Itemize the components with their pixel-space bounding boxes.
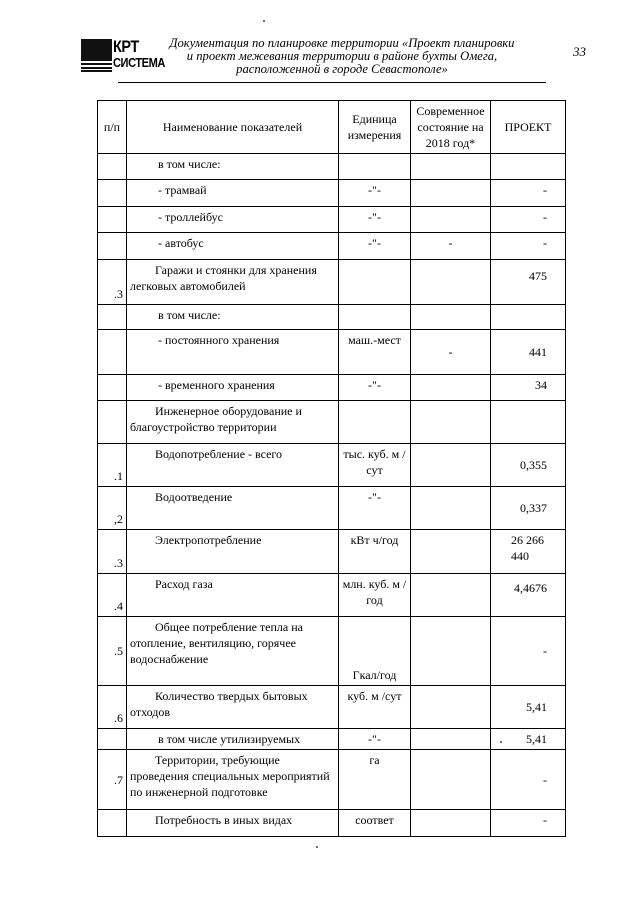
row-number: .3 [98,530,127,574]
table-row [98,233,566,260]
row-project: 0,355 [491,444,566,487]
column-header-project: ПРОЕКТ [491,101,566,154]
table-row [98,401,566,444]
table-row [98,154,566,180]
row-project: 34 [491,375,566,401]
row-name: Водопотребление - всего [127,444,339,487]
row-current [411,154,491,180]
row-current [411,444,491,487]
row-name-text: в том числе: [158,157,221,171]
row-current [411,530,491,574]
row-unit: -"- [339,487,411,530]
table-row [98,444,566,487]
row-unit: -"- [339,180,411,207]
row-unit: -"- [339,375,411,401]
row-name: Общее потребление тепла на отопление, вентиляцию, горячее водоснабжение [127,617,339,686]
row-number: .3 [98,260,127,305]
row-number: ,2 [98,487,127,530]
table-row [98,810,566,837]
row-current: - [411,233,491,260]
table-row [98,207,566,233]
row-number [98,180,127,207]
table-row [98,180,566,207]
row-unit: -"- [339,207,411,233]
table-row [98,617,566,686]
row-name-text: - трамвай [158,183,207,197]
header-divider [118,82,546,83]
table-row [98,487,566,530]
row-current [411,401,491,444]
header-title-line: расположенной в городе Севастополе» [236,62,448,76]
row-number [98,330,127,375]
row-current [411,574,491,617]
row-unit: -"- [339,729,411,750]
table-row [98,574,566,617]
row-name-text: - автобус [158,236,204,250]
row-unit [339,401,411,444]
row-name: Электропотребление [127,530,339,574]
row-current [411,617,491,686]
row-unit [339,305,411,330]
row-name: Гаражи и стоянки для хранения легковых автомобилей [127,260,339,305]
logo-text-line1: КРТ [113,37,139,56]
column-header-name: Наименование показателей [127,101,339,154]
row-unit: -"- [339,233,411,260]
table-row [98,750,566,810]
row-project: - [491,180,566,207]
table-header-row [98,101,566,154]
column-header-unit: Единица измерения [339,101,411,154]
row-current [411,375,491,401]
page-number: 33 [573,44,586,59]
row-project: 5,41 [491,729,566,750]
row-name-text: - троллейбус [158,210,223,224]
row-current [411,207,491,233]
document-header-title [156,37,528,76]
row-number: .1 [98,444,127,487]
row-name [127,233,339,260]
row-number [98,207,127,233]
row-unit: кВт ч/год [339,530,411,574]
row-name [127,180,339,207]
row-unit: га [339,750,411,810]
row-current [411,810,491,837]
row-current [411,487,491,530]
row-number: .6 [98,686,127,729]
row-unit [339,260,411,305]
row-project: 441 [491,330,566,375]
table-row [98,260,566,305]
table-row [98,729,566,750]
logo-mark-icon [81,39,112,72]
row-number [98,375,127,401]
scan-speck [316,846,318,848]
row-name: Потребность в иных видах [127,810,339,837]
scan-speck [263,20,265,22]
row-name [127,305,339,330]
row-project: 0,337 [491,487,566,530]
scan-speck [500,741,502,743]
row-name-text: в том числе утилизируемых [158,732,301,746]
row-name: Территории, требующие проведения специальных мероприятий по инженерной подготовке [127,750,339,810]
header-title-line: и проект межевания территории в районе бухты Омега, [186,49,498,63]
row-unit: куб. м /сут [339,686,411,729]
header-title-line: Документация по планировке территории «Проект планировки [169,36,515,50]
row-number [98,233,127,260]
row-project: - [491,207,566,233]
row-name [127,375,339,401]
row-name [127,154,339,180]
row-unit: соответ [339,810,411,837]
row-name: Водоотведение [127,487,339,530]
row-number: .4 [98,574,127,617]
row-number [98,154,127,180]
row-name-text: - временного хранения [158,378,275,392]
row-current [411,180,491,207]
column-header-current: Современное состояние на 2018 год* [411,101,491,154]
row-current [411,750,491,810]
row-name: Расход газа [127,574,339,617]
row-number: .5 [98,617,127,686]
table-row [98,375,566,401]
row-current: - [411,330,491,375]
row-name: Количество твердых бытовых отходов [127,686,339,729]
row-name [127,330,339,375]
row-name-text: в том числе: [158,308,221,322]
row-unit: Гкал/год [339,617,411,686]
table-row [98,686,566,729]
row-project: 5,41 [491,686,566,729]
row-name [127,207,339,233]
row-number [98,729,127,750]
row-name-text: - постоянного хранения [158,333,280,347]
indicators-table [97,100,566,837]
row-project-value: 26 266 440 [511,533,544,563]
table-row [98,530,566,574]
table-row [98,305,566,330]
row-number [98,810,127,837]
row-current [411,729,491,750]
row-project [491,305,566,330]
row-unit: тыс. куб. м / сут [339,444,411,487]
row-project: - [491,617,566,686]
row-project: - [491,810,566,837]
row-current [411,686,491,729]
table-row [98,330,566,375]
row-unit [339,154,411,180]
row-project [491,530,566,574]
row-project: - [491,233,566,260]
column-header-number: п/п [98,101,127,154]
row-unit: маш.-мест [339,330,411,375]
row-project [491,154,566,180]
row-number [98,401,127,444]
company-logo [81,37,165,75]
row-project [491,401,566,444]
row-number: .7 [98,750,127,810]
row-current [411,305,491,330]
row-project: 4,4676 [491,574,566,617]
logo-text-line2: СИСТЕМА [113,55,165,70]
row-project: - [491,750,566,810]
row-unit: млн. куб. м / год [339,574,411,617]
row-name: Инженерное оборудование и благоустройство территории [127,401,339,444]
row-project: 475 [491,260,566,305]
row-name [127,729,339,750]
row-current [411,260,491,305]
row-number [98,305,127,330]
